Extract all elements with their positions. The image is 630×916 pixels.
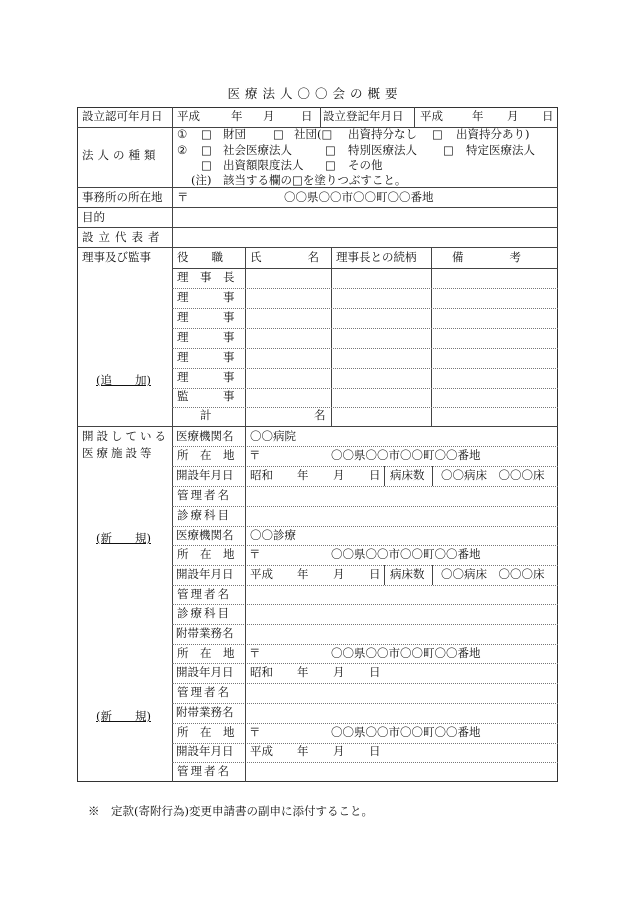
option-zaidan: 財団 [223,127,246,141]
column-divider [414,107,415,127]
row-divider [172,604,558,605]
row-divider [172,723,558,724]
registration-date-label: 設立登記年月日 [323,109,404,123]
checkbox-shadan: □ [273,127,284,141]
row-divider [172,268,558,269]
director-role: 理 事 [177,330,235,344]
form-table [77,107,558,782]
checkbox-special-medical: □ [325,143,336,157]
approval-day-unit: 日 [301,109,313,123]
checkbox-social-medical: □ [201,143,212,157]
row-divider [77,187,558,188]
clinic-year-unit: 年 [297,567,309,581]
column-divider [245,247,246,426]
row-divider [172,506,558,507]
clinic-location-label: 所 在 地 [177,547,235,561]
hospital-month-unit: 月 [333,468,345,482]
approval-date-label: 設立認可年月日 [82,109,163,123]
row-divider [172,526,558,527]
hospital-open-era: 昭和 [250,468,273,482]
hospital-beds: 〇〇病床 〇〇〇床 [441,468,545,482]
director-role: 理 事 [177,290,235,304]
director-role: 理 事 [177,310,235,324]
director-role: 理 事 長 [177,270,235,284]
ancillary2-address: 〇〇県〇〇市〇〇町〇〇番地 [331,725,481,739]
option-no-capital: 出資持分なし [348,127,417,141]
row-divider [172,446,558,447]
col-role-header: 役 職 [177,250,223,264]
registration-day-unit: 日 [542,109,554,123]
row-divider [172,407,558,408]
hospital-name-label: 医療機関名 [176,429,234,443]
row-divider [172,762,558,763]
ancillary1-open-date-label: 開設年月日 [176,665,234,679]
clinic-name-label: 医療機関名 [176,528,234,542]
checkbox-capital-limited: □ [201,158,212,172]
hospital-name: 〇〇病院 [250,429,296,443]
registration-era: 平成 [420,109,443,123]
column-divider [432,565,433,585]
ancillary2-open-date-label: 開設年月日 [176,744,234,758]
row-divider [172,683,558,684]
row-divider [172,368,558,369]
column-divider [245,426,246,782]
column-divider [431,247,432,426]
corp-type-label: 法人の種類 [82,148,160,162]
ancillary1-manager-label: 管理者名 [177,685,231,699]
directors-add-label: (追 加) [96,373,151,387]
director-role: 監 事 [177,389,235,403]
option-social-medical: 社会医療法人 [223,143,292,157]
option-with-capital: 出資持分あり) [456,127,530,141]
row-divider [172,328,558,329]
ancillary2-manager-label: 管理者名 [177,764,231,778]
director-role: 理 事 [177,370,235,384]
ancillary1-postal-mark: 〒 [249,646,261,660]
row-divider [172,486,558,487]
ancillary1-open-era: 昭和 [250,665,273,679]
option-specified-medical: 特定医療法人 [466,143,535,157]
clinic-postal-mark: 〒 [249,547,261,561]
registration-year-unit: 年 [472,109,484,123]
option-special-medical: 特別医療法人 [348,143,417,157]
ancillary1-day-unit: 日 [369,665,381,679]
hospital-department-label: 診療科目 [177,508,231,522]
ancillary2-month-unit: 月 [333,744,345,758]
ancillary2-location-label: 所 在 地 [177,725,235,739]
clinic-manager-label: 管理者名 [177,587,231,601]
approval-year-unit: 年 [231,109,243,123]
circle-one: ① [177,127,188,141]
row-divider [172,585,558,586]
ancillary2-name-label: 附帯業務名 [176,705,234,719]
clinic-department-label: 診療科目 [177,606,231,620]
column-divider [172,107,173,782]
row-divider [77,207,558,208]
approval-era: 平成 [177,109,200,123]
ancillary2-postal-mark: 〒 [249,725,261,739]
row-divider [172,348,558,349]
new-label-hospital: (新 規) [96,531,151,545]
hospital-manager-label: 管理者名 [177,488,231,502]
approval-month-unit: 月 [263,109,275,123]
clinic-day-unit: 日 [369,567,381,581]
row-divider [172,703,558,704]
option-capital-limited: 出資額限度法人 [223,158,304,172]
column-divider [432,466,433,486]
option-other: その他 [348,158,383,172]
checkbox-other: □ [325,158,336,172]
column-divider [320,107,321,127]
row-divider [172,545,558,546]
row-divider [172,288,558,289]
checkbox-specified-medical: □ [443,143,454,157]
row-divider [172,565,558,566]
ancillary1-month-unit: 月 [333,665,345,679]
clinic-name: 〇〇診療 [250,528,296,542]
office-postal-mark: 〒 [177,190,189,204]
ancillary1-location-label: 所 在 地 [177,646,235,660]
representative-label: 設立代表者 [82,230,165,244]
row-divider [172,308,558,309]
facilities-label-line2: 医療施設等 [82,446,155,460]
corp-type-note: (注) 該当する欄の□を塗りつぶすこと。 [191,173,407,187]
facilities-label-line1: 開設している [82,429,169,443]
ancillary1-address: 〇〇県〇〇市〇〇町〇〇番地 [331,646,481,660]
purpose-label: 目的 [82,210,105,224]
ancillary2-open-era: 平成 [250,744,273,758]
ancillary2-day-unit: 日 [369,744,381,758]
circle-two: ② [177,143,188,157]
row-divider [172,663,558,664]
col-relation-header: 理事長との続柄 [336,250,417,264]
clinic-month-unit: 月 [333,567,345,581]
director-role: 理 事 [177,350,235,364]
row-divider [77,247,558,248]
hospital-day-unit: 日 [369,468,381,482]
checkbox-with-capital: □ [432,127,443,141]
registration-month-unit: 月 [507,109,519,123]
hospital-beds-label: 病床数 [390,468,425,482]
hospital-year-unit: 年 [297,468,309,482]
clinic-open-era: 平成 [250,567,273,581]
ancillary1-name-label: 附帯業務名 [176,626,234,640]
col-name-header: 氏 名 [250,250,319,264]
hospital-location-label: 所 在 地 [177,448,235,462]
clinic-open-date-label: 開設年月日 [176,567,234,581]
row-divider [172,466,558,467]
row-divider [172,644,558,645]
hospital-address: 〇〇県〇〇市〇〇町〇〇番地 [331,448,481,462]
new-label-ancillary: (新 規) [96,709,151,723]
office-address: 〇〇県〇〇市〇〇町〇〇番地 [284,190,434,204]
clinic-address: 〇〇県〇〇市〇〇町〇〇番地 [331,547,481,561]
directors-total-unit: 名 [314,408,326,422]
column-divider [331,247,332,426]
column-divider [384,466,385,486]
footnote: ※ 定款(寄附行為)変更申請書の副申に添付すること。 [88,804,373,818]
directors-label: 理事及び監事 [82,250,151,264]
ancillary2-year-unit: 年 [297,744,309,758]
checkbox-zaidan: □ [201,127,212,141]
directors-total-label: 計 [200,408,212,422]
clinic-beds: 〇〇病床 〇〇〇床 [441,567,545,581]
office-location-label: 事務所の所在地 [82,190,163,204]
clinic-beds-label: 病床数 [390,567,425,581]
ancillary1-year-unit: 年 [297,665,309,679]
hospital-postal-mark: 〒 [249,448,261,462]
hospital-open-date-label: 開設年月日 [176,468,234,482]
column-divider [384,565,385,585]
col-remarks-header: 備 考 [452,250,521,264]
option-shadan: 社団(□ [294,127,333,141]
row-divider [77,227,558,228]
row-divider [77,426,558,427]
row-divider [172,624,558,625]
page-title: 医療法人〇〇会の概要 [227,86,403,101]
